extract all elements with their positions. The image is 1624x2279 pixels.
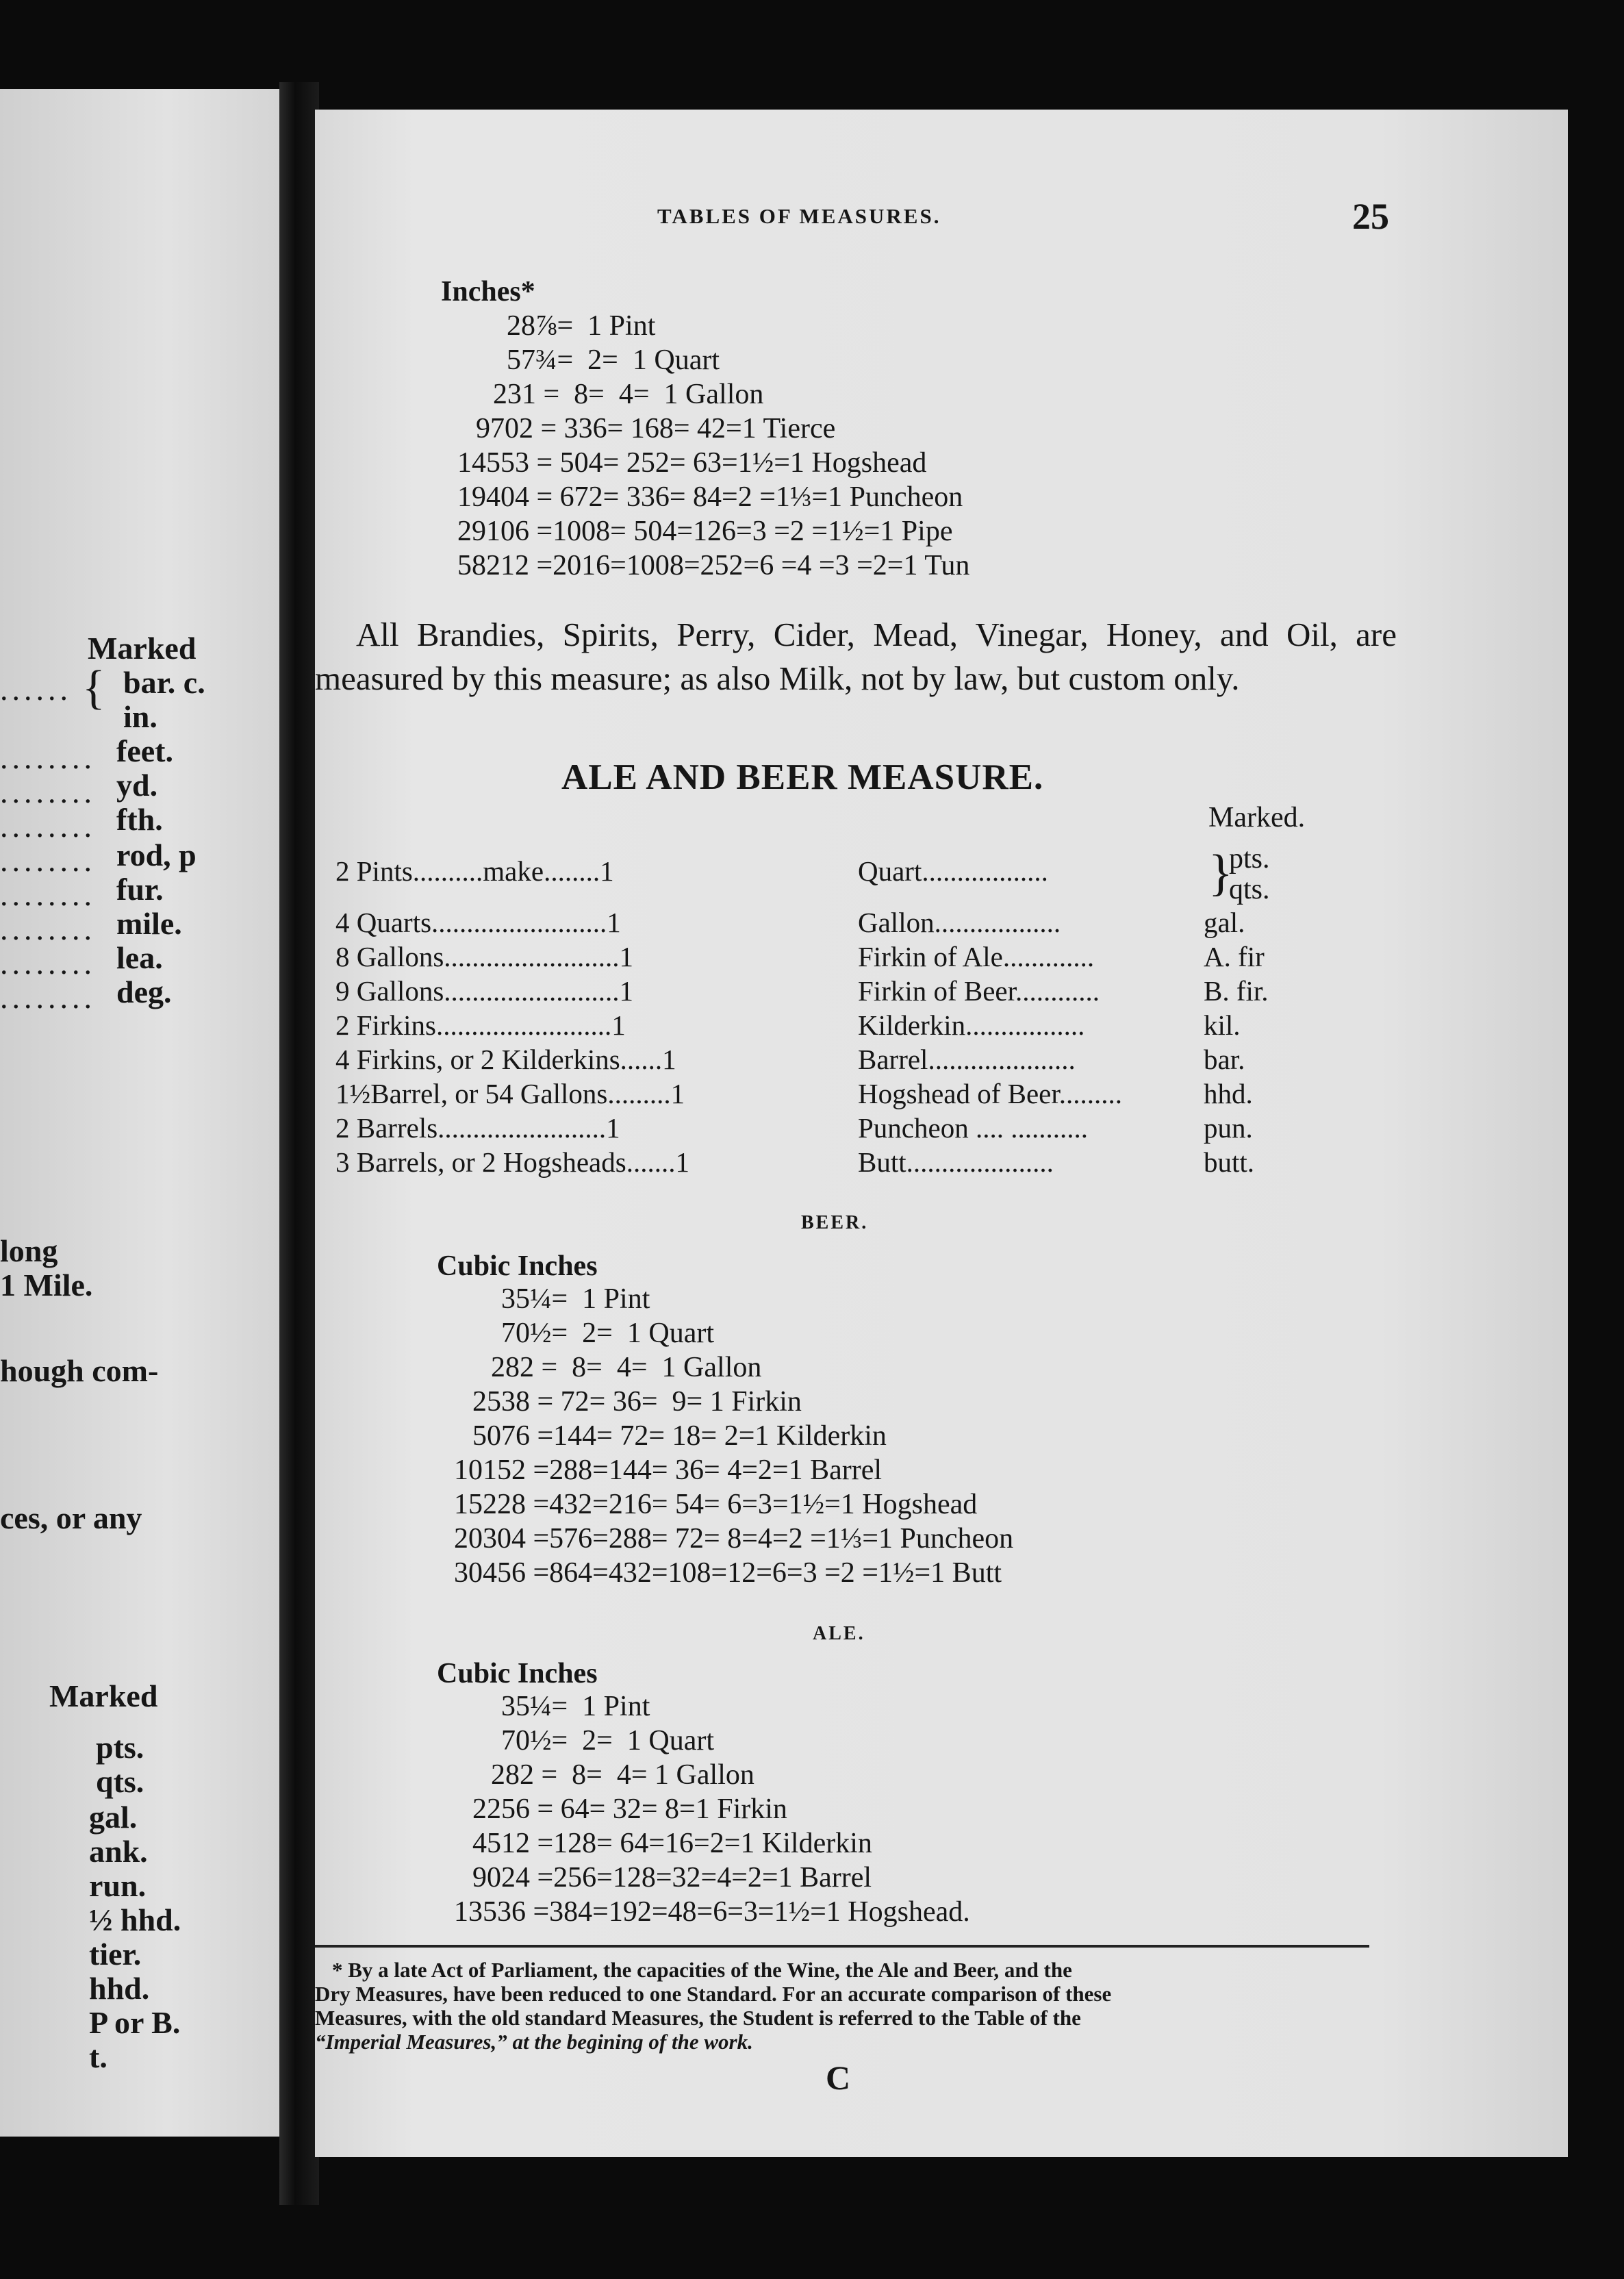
marked-unit: butt. <box>1204 1146 1255 1178</box>
footnote-rule <box>315 1945 1369 1948</box>
left-unit: feet. <box>116 733 173 768</box>
left-unit: ½ hhd. <box>89 1902 181 1937</box>
ale-row: 70½= 2= 1 Quart <box>501 1725 715 1757</box>
beer-row: 70½= 2= 1 Quart <box>501 1318 715 1349</box>
ale-row: 9024 =256=128=32=4=2=1 Barrel <box>472 1862 872 1893</box>
measure-right: Gallon.................. <box>858 907 1061 938</box>
beer-row: 20304 =576=288= 72= 8=4=2 =1⅓=1 Puncheon <box>454 1523 1014 1554</box>
measure-right: Quart.................. <box>858 855 1048 887</box>
left-dots: ........ <box>0 843 96 878</box>
footnote-line: “Imperial Measures,” at the begining of the work. <box>315 2030 753 2054</box>
previous-page <box>0 89 279 2137</box>
marked-unit: pun. <box>1204 1112 1253 1144</box>
beer-row: 5076 =144= 72= 18= 2=1 Kilderkin <box>472 1420 887 1452</box>
measure-left: 2 Pints..........make........1 <box>335 855 614 887</box>
left-unit: fth. <box>116 802 163 837</box>
left-dots: ........ <box>0 809 96 844</box>
marked-unit: bar. <box>1204 1044 1245 1075</box>
left-brace: { <box>82 662 105 714</box>
marked-unit: A. fir <box>1204 941 1265 972</box>
left-dots: ........ <box>0 775 96 809</box>
left-fragment: 1 Mile. <box>0 1268 93 1302</box>
marked-unit: B. fir. <box>1204 975 1269 1007</box>
left-unit: tier. <box>89 1937 142 1972</box>
left-unit: hhd. <box>89 1971 150 2006</box>
left-fragment: long <box>0 1233 58 1268</box>
left-unit: P or B. <box>89 2005 181 2040</box>
measure-left: 8 Gallons.........................1 <box>335 941 634 972</box>
measure-left: 9 Gallons.........................1 <box>335 975 634 1007</box>
running-header: TABLES OF MEASURES. <box>657 204 941 228</box>
measure-left: 4 Firkins, or 2 Kilderkins......1 <box>335 1044 676 1075</box>
measure-row <box>335 974 1269 1007</box>
beer-heading: BEER. <box>801 1212 869 1233</box>
measure-left: 3 Barrels, or 2 Hogsheads.......1 <box>335 1146 689 1178</box>
marked-unit: qts. <box>1229 874 1270 905</box>
measure-row <box>335 1043 1245 1076</box>
left-unit: yd. <box>116 768 158 803</box>
left-dots: ........ <box>0 911 96 946</box>
left-unit: run. <box>89 1868 147 1903</box>
beer-column-heading: Cubic Inches <box>437 1250 598 1282</box>
wine-table-heading: Inches* <box>441 276 535 307</box>
ale-column-heading: Cubic Inches <box>437 1658 598 1689</box>
left-dots: ........ <box>0 877 96 912</box>
footnote-line: Measures, with the old standard Measures, the Student is referred to the Table of the <box>315 2006 1081 2030</box>
ale-row: 13536 =384=192=48=6=3=1½=1 Hogshead. <box>454 1896 970 1928</box>
wine-table-row: 58212 =2016=1008=252=6 =4 =3 =2=1 Tun <box>457 550 970 581</box>
left-unit: mile. <box>116 906 182 941</box>
left-unit: pts. <box>96 1730 144 1765</box>
measure-right: Firkin of Beer............ <box>858 975 1100 1007</box>
page <box>315 110 1568 2157</box>
left-marked-heading: Marked <box>49 1678 158 1713</box>
beer-row: 30456 =864=432=108=12=6=3 =2 =1½=1 Butt <box>454 1557 1002 1589</box>
ale-heading: ALE. <box>813 1623 865 1644</box>
ale-row: 35¼= 1 Pint <box>501 1691 650 1722</box>
measure-left: 2 Firkins.........................1 <box>335 1009 626 1041</box>
left-unit: in. <box>123 699 157 734</box>
left-unit: ank. <box>89 1834 148 1869</box>
beer-row: 2538 = 72= 36= 9= 1 Firkin <box>472 1386 802 1418</box>
wine-table-row: 57¾= 2= 1 Quart <box>507 344 720 376</box>
wine-table-row: 19404 = 672= 336= 84=2 =1⅓=1 Puncheon <box>457 481 963 513</box>
beer-row: 35¼= 1 Pint <box>501 1283 650 1315</box>
ale-row: 2256 = 64= 32= 8=1 Firkin <box>472 1793 787 1825</box>
beer-row: 10152 =288=144= 36= 4=2=1 Barrel <box>454 1455 883 1486</box>
measure-right: Butt..................... <box>858 1146 1054 1178</box>
section-title: ALE AND BEER MEASURE. <box>561 757 1044 797</box>
measure-row <box>335 1009 1241 1042</box>
signature-mark: C <box>826 2058 851 2097</box>
measure-right: Kilderkin................. <box>858 1009 1085 1041</box>
measure-right: Puncheon .... ........... <box>858 1112 1088 1144</box>
wine-table-row: 28⅞= 1 Pint <box>507 310 656 342</box>
measure-right: Barrel..................... <box>858 1044 1076 1075</box>
measure-left: 4 Quarts.........................1 <box>335 907 621 938</box>
measure-left: 1½Barrel, or 54 Gallons.........1 <box>335 1078 685 1109</box>
book-gutter <box>279 82 319 2205</box>
footnote-line: Dry Measures, have been reduced to one Standard. For an accurate comparison of these <box>315 1982 1112 2006</box>
left-unit: t. <box>89 2039 107 2074</box>
left-unit: bar. c. <box>123 665 205 700</box>
left-unit: lea. <box>116 940 163 975</box>
left-dots: ........ <box>0 980 96 1015</box>
beer-row: 282 = 8= 4= 1 Gallon <box>491 1352 762 1383</box>
left-unit: rod, p <box>116 838 196 872</box>
marked-unit: hhd. <box>1204 1078 1253 1109</box>
body-paragraph: All Brandies, Spirits, Perry, Cider, Mead, Vinegar, Honey, and Oil, are measured by this measure; as also Milk, not by law, but custom only. <box>315 616 1397 697</box>
measure-row <box>335 940 1265 973</box>
left-unit: deg. <box>116 974 172 1009</box>
measure-row <box>335 855 1048 887</box>
left-marked-heading: Marked <box>88 631 196 666</box>
measure-row <box>335 1077 1253 1110</box>
left-dots: ........ <box>0 740 96 775</box>
measure-row <box>335 906 1245 939</box>
page-number: 25 <box>1352 196 1389 237</box>
measure-right: Firkin of Ale............. <box>858 941 1095 972</box>
brace: } <box>1208 845 1233 901</box>
marked-unit: pts. <box>1229 843 1270 874</box>
marked-unit: gal. <box>1204 907 1245 938</box>
ale-row: 282 = 8= 4= 1 Gallon <box>491 1759 754 1791</box>
wine-table-row: 14553 = 504= 252= 63=1½=1 Hogshead <box>457 447 927 479</box>
beer-row: 15228 =432=216= 54= 6=3=1½=1 Hogshead <box>454 1489 978 1520</box>
measure-row <box>335 1146 1255 1179</box>
measure-row <box>335 1111 1253 1144</box>
left-dots: ........ <box>0 946 96 981</box>
measure-left: 2 Barrels........................1 <box>335 1112 620 1144</box>
ale-row: 4512 =128= 64=16=2=1 Kilderkin <box>472 1828 872 1859</box>
wine-table-row: 29106 =1008= 504=126=3 =2 =1½=1 Pipe <box>457 516 953 547</box>
left-unit: gal. <box>89 1800 138 1835</box>
wine-table-row: 231 = 8= 4= 1 Gallon <box>493 379 764 410</box>
left-fragment: ces, or any <box>0 1500 142 1535</box>
footnote-line: * By a late Act of Parliament, the capacities of the Wine, the Ale and Beer, and the <box>332 1958 1072 1982</box>
marked-unit: kil. <box>1204 1009 1241 1041</box>
left-unit: fur. <box>116 872 164 907</box>
left-unit: qts. <box>96 1764 144 1799</box>
measure-right: Hogshead of Beer......... <box>858 1078 1122 1109</box>
wine-table-row: 9702 = 336= 168= 42=1 Tierce <box>476 413 836 444</box>
left-fragment: hough com- <box>0 1353 159 1388</box>
marked-column-header: Marked. <box>1208 802 1306 833</box>
left-dots: ...... <box>0 672 72 707</box>
